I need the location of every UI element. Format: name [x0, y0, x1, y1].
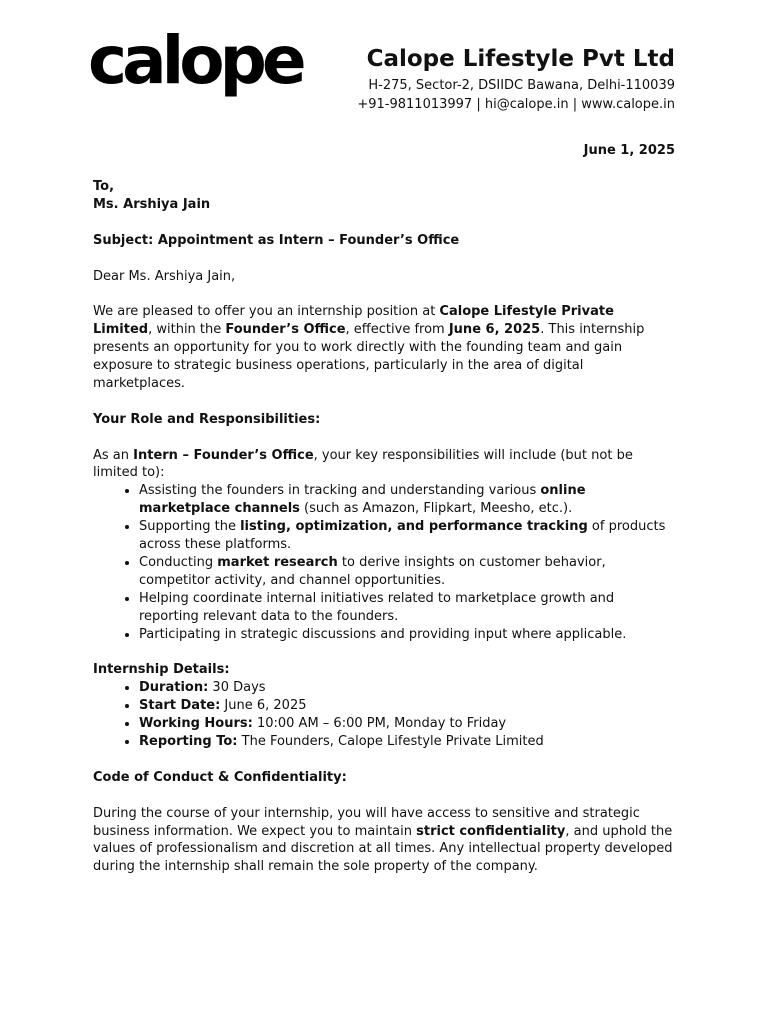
- list-item: • Supporting the listing, optimization, and performance tracking of products across these platforms.: [139, 518, 675, 554]
- conduct-paragraph: During the course of your internship, you will have access to sensitive and strategic business information. We expect you to maintain strict confidentiality, and uphold the values of professionalism and discretion at all times. Any intellectual property developed during the internship shall remain the sole property of the company.: [93, 805, 673, 875]
- letter-date: June 1, 2025: [583, 143, 675, 158]
- list-item: • Conducting market research to derive insights on customer behavior, competitor activity, and channel opportunities.: [139, 554, 675, 590]
- recipient-name: Ms. Arshiya Jain: [93, 196, 211, 212]
- company-address: H-275, Sector-2, DSIIDC Bawana, Delhi-110039: [368, 78, 675, 93]
- list-item: • Helping coordinate internal initiatives related to marketplace growth and reporting relevant data to the founders.: [139, 590, 675, 626]
- list-item: • Assisting the founders in tracking and understanding various online marketplace channels (such as Amazon, Flipkart, Meesho, etc.).: [139, 482, 675, 518]
- letter-body: [93, 178, 675, 876]
- list-item: • Working Hours: 10:00 AM – 6:00 PM, Monday to Friday: [139, 715, 675, 733]
- responsibilities-list: [93, 482, 675, 643]
- intro-paragraph: We are pleased to offer you an internship position at Calope Lifestyle Private Limited, within the Founder’s Office, effective from June 6, 2025. This internship presents an opportunity for you to work directly with the founding team and gain exposure to strategic business operations, particularly in the area of digital marketplaces.: [93, 304, 645, 391]
- company-header: [357, 44, 675, 114]
- role-intro: As an Intern – Founder’s Office, your key responsibilities will include (but not be limited to):: [93, 447, 633, 481]
- list-item: • Start Date: June 6, 2025: [139, 697, 675, 715]
- list-item: • Duration: 30 Days: [139, 679, 675, 697]
- to-label: To,: [93, 179, 115, 194]
- details-list: [93, 679, 675, 751]
- conduct-heading: Code of Conduct & Confidentiality:: [93, 769, 347, 785]
- subject-line: Subject: Appointment as Intern – Founder’s Office: [93, 232, 460, 248]
- salutation: Dear Ms. Arshiya Jain,: [93, 268, 236, 284]
- company-name: Calope Lifestyle Pvt Ltd: [366, 46, 675, 72]
- role-heading: Your Role and Responsibilities:: [93, 411, 321, 427]
- list-item: • Reporting To: The Founders, Calope Lifestyle Private Limited: [139, 733, 675, 751]
- company-logo: calope: [88, 22, 302, 99]
- list-item: • Participating in strategic discussions and providing input where applicable.: [139, 626, 675, 644]
- details-heading: Internship Details:: [93, 662, 230, 678]
- company-contact: +91-9811013997 | hi@calope.in | www.calope.in: [357, 97, 675, 112]
